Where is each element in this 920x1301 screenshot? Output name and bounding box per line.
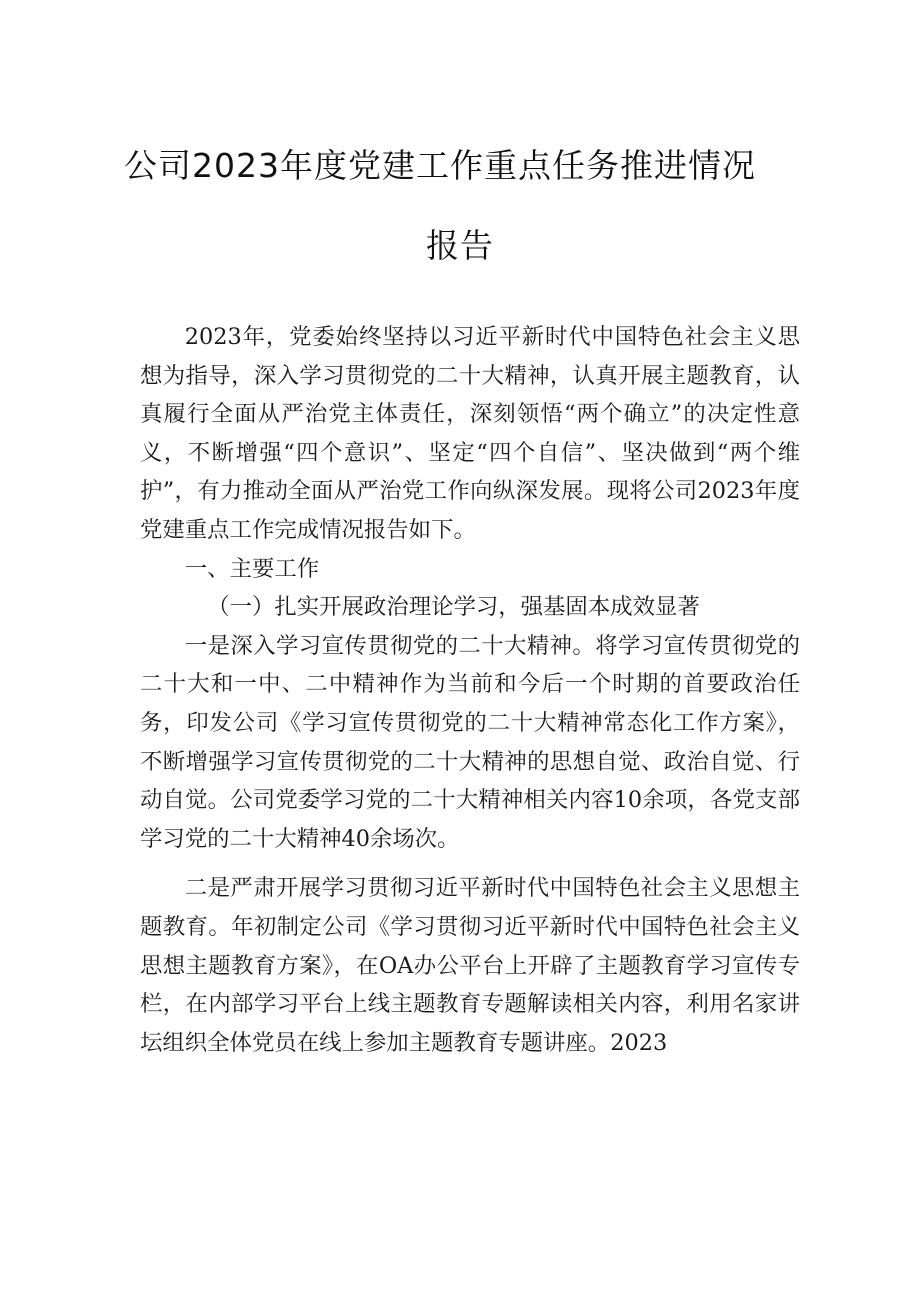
document-title-line-1: 公司2023年度党建工作重点任务推进情况 [124,146,756,185]
paragraph-item-one: 一是深入学习宣传贯彻党的二十大精神。将学习宣传贯彻党的二十大和一中、二中精神作为当前和今后一个时期的首要政治任务，印发公司《学习宣传贯彻党的二十大精神常态化工作方案》，不断增强学习宣传贯彻党的二十大精神的思想自觉、政治自觉、行动自觉。公司党委学习党的二十大精神相关内容10余项，各党支部学习党的二十大精神40余场次。 [140,632,800,852]
paragraph-item-two: 二是严肃开展学习贯彻习近平新时代中国特色社会主义思想主题教育。年初制定公司《学习贯彻习近平新时代中国特色社会主义思想主题教育方案》，在OA办公平台上开辟了主题教育学习宣传专栏，在内部学习平台上线主题教育专题解读相关内容，利用名家讲坛组织全体党员在线上参加主题教育专题讲座。2023 [140,875,800,1056]
document-title-line-2: 报告 [426,226,494,265]
subsection-heading-political-study: （一）扎实开展政治理论学习，强基固本成效显著 [207,594,700,621]
document-body [140,318,800,1062]
section-heading-main-work: 一、主要工作 [184,555,320,582]
intro-paragraph: 2023年，党委始终坚持以习近平新时代中国特色社会主义思想为指导，深入学习贯彻党的二十大精神，认真开展主题教育，认真履行全面从严治党主体责任，深刻领悟“两个确立”的决定性意义，不断增强“四个意识”、坚定“四个自信”、坚决做到“两个维护”，有力推动全面从严治党工作向纵深发展。现将公司2023年度党建重点工作完成情况报告如下。 [140,324,800,543]
